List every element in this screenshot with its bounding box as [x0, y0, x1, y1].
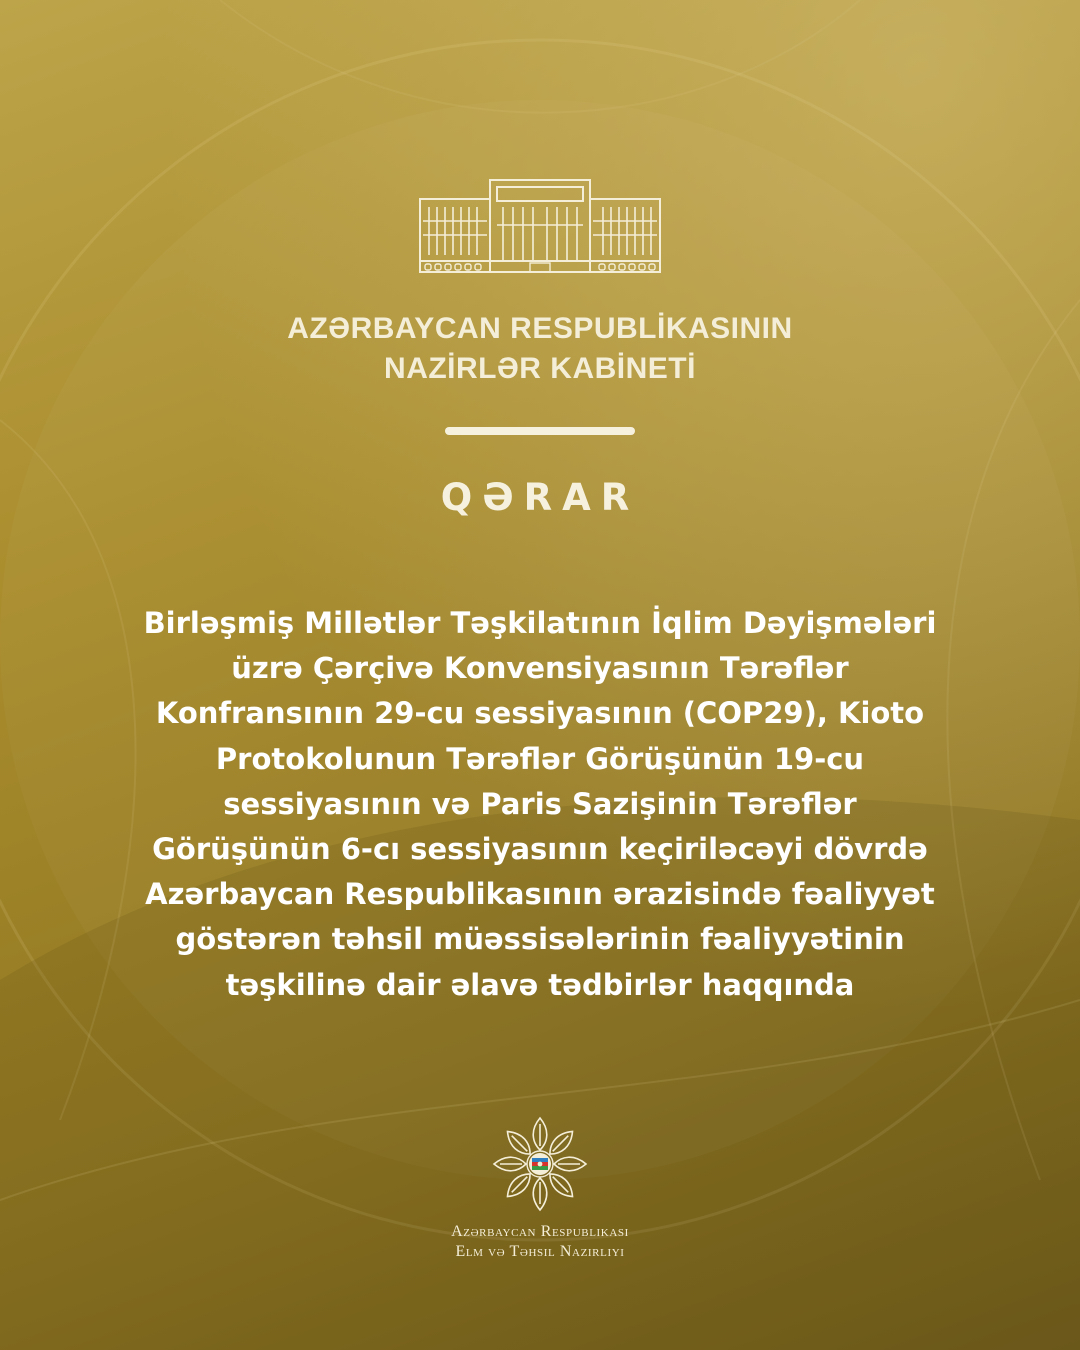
organization-name-line2: NAZİRLƏR KABİNETİ — [384, 352, 696, 385]
ministry-name-line1: Azərbaycan Respublikası — [451, 1223, 629, 1240]
title-line: Konfransının 29-cu sessiyasının (COP29), Kioto — [155, 696, 925, 731]
title-line: Birləşmiş Millətlər Təşkilatının İqlim Dəyişmələri — [143, 606, 937, 640]
document-type: QƏRAR — [440, 476, 640, 519]
title-line: Azərbaycan Respublikasının ərazisində fəaliyyət — [145, 877, 935, 912]
title-line: Protokolunun Tərəflər Görüşünün 19-cu — [215, 741, 865, 776]
ministry-emblem-icon — [488, 1114, 592, 1214]
title-line: təşkilinə dair əlavə tədbirlər haqqında — [225, 967, 855, 1002]
decision-title — [90, 601, 990, 1008]
ministry-name-line2: Elm və Təhsil Nazirliyi — [455, 1243, 625, 1260]
government-building-icon — [415, 177, 665, 275]
organization-name — [140, 309, 940, 389]
title-line: sessiyasının və Paris Sazişinin Tərəflər — [223, 786, 857, 821]
title-line: üzrə Çərçivə Konvensiyasının Tərəflər — [231, 651, 849, 686]
title-line: göstərən təhsil müəssisələrinin fəaliyyətinin — [175, 922, 905, 957]
ministry-name — [340, 1222, 740, 1262]
organization-name-line1: AZƏRBAYCAN RESPUBLİKASININ — [287, 312, 793, 345]
title-line: Görüşünün 6-cı sessiyasının keçiriləcəyi dövrdə — [152, 832, 928, 867]
divider — [445, 427, 635, 435]
